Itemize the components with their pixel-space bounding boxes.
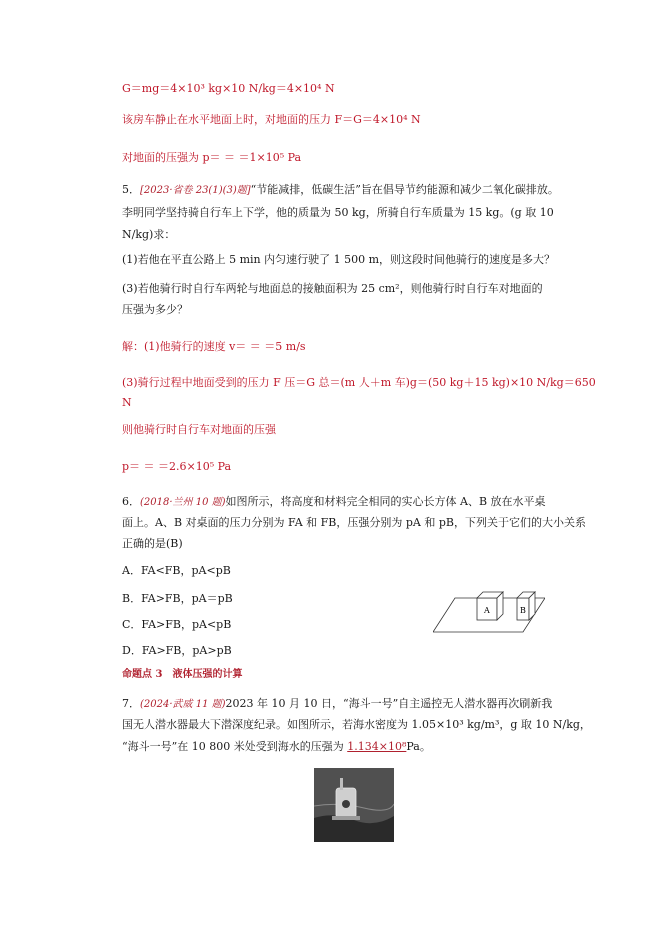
- option-a: A．FA<FB，pA<pB: [122, 564, 231, 577]
- question-text: “节能减排，低碳生活”旨在倡导节约能源和减少二氧化碳排放。: [250, 183, 559, 196]
- solution-3-line-3: 则他骑行时自行车对地面的压强: [122, 423, 276, 436]
- question-5-part-3-line-1: (3)若他骑行时自行车两轮与地面总的接触面积为 25 cm²，则他骑行时自行车对地面的: [122, 282, 543, 295]
- option-d: D．FA>FB，pA>pB: [122, 644, 232, 657]
- question-7-line-3: [122, 740, 431, 754]
- question-6-line-3: 正确的是(B): [122, 537, 183, 550]
- question-source: (2024·武威 11 题): [140, 699, 226, 710]
- question-text: “海斗一号”在 10 800 米处受到海水的压强为: [122, 740, 348, 753]
- question-text-end: Pa。: [406, 740, 431, 753]
- question-6-line-2: 面上。A、B 对桌面的压力分别为 FA 和 FB，压强分别为 pA 和 pB，下列关于它们的大小关系: [122, 516, 586, 529]
- question-text: 2023 年 10 月 10 日，“海斗一号”自主遥控无人潜水器再次刷新我: [225, 697, 553, 710]
- question-7-line-1: [122, 697, 552, 712]
- question-6-line-1: [122, 495, 546, 510]
- question-5-line-1: [122, 183, 559, 198]
- question-5-line-3: N/kg)求：: [122, 228, 176, 241]
- question-5-part-3-line-2: 压强为多少？: [122, 303, 188, 316]
- solution-1: 解：(1)他骑行的速度 v＝ ＝ ＝5 m/s: [122, 340, 306, 353]
- equation-pressure-force: 该房车静止在水平地面上时，对地面的压力 F＝G＝4×10⁴ N: [122, 113, 421, 126]
- answer-blank: 1.134×10⁸: [347, 740, 407, 753]
- equation-pressure: 对地面的压强为 p＝ ＝ ＝1×10⁵ Pa: [122, 151, 302, 164]
- solution-3-line-1: (3)骑行过程中地面受到的压力 F 压＝G 总＝(m 人＋m 车)g＝(50 kg＋15 kg)×10 N/kg＝650: [122, 376, 596, 389]
- equation-gravity: G＝mg＝4×10³ kg×10 N/kg＝4×10⁴ N: [122, 82, 335, 95]
- blocks-on-table-figure: [433, 578, 545, 634]
- question-number: 7．: [122, 697, 140, 710]
- block-a-label: A: [484, 606, 490, 615]
- solution-3-line-2: N: [122, 396, 132, 409]
- question-source: (2018·兰州 10 题): [140, 497, 226, 508]
- question-7-line-2: 国无人潜水器最大下潜深度纪录。如图所示，若海水密度为 1.05×10³ kg/m³，g 取 10 N/kg，: [122, 718, 591, 731]
- option-b: B．FA>FB，pA＝pB: [122, 592, 233, 605]
- question-5-part-1: (1)若他在平直公路上 5 min 内匀速行驶了 1 500 m，则这段时间他骑行的速度是多大？: [122, 253, 556, 266]
- question-number: 6．: [122, 495, 140, 508]
- question-number: 5．: [122, 183, 140, 196]
- question-text: 如图所示，将高度和材料完全相同的实心长方体 A、B 放在水平桌: [225, 495, 546, 508]
- solution-3-line-4: p＝ ＝ ＝2.6×10⁵ Pa: [122, 460, 232, 473]
- question-source: [2023·省卷 23(1)(3)题]: [140, 185, 251, 196]
- submersible-photo: [314, 768, 394, 842]
- submersible-photo-svg: [314, 768, 394, 842]
- blocks-figure-svg: [433, 578, 545, 634]
- option-c: C．FA>FB，pA<pB: [122, 618, 232, 631]
- topic-heading: 命题点 3 液体压强的计算: [122, 669, 243, 680]
- question-5-line-2: 李明同学坚持骑自行车上下学，他的质量为 50 kg，所骑自行车质量为 15 kg。(g 取 10: [122, 206, 554, 219]
- block-b-label: B: [520, 606, 526, 615]
